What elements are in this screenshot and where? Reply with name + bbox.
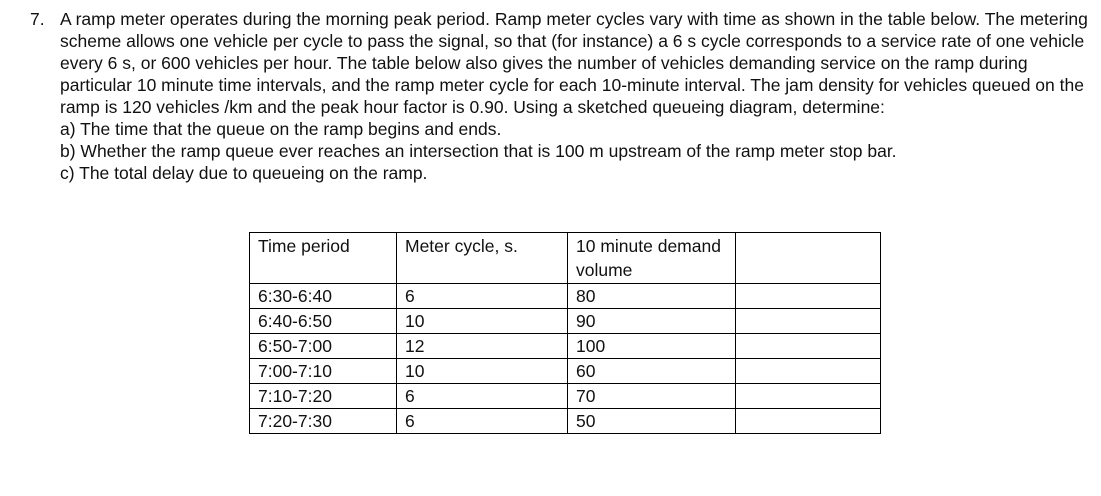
cell-meter-cycle: 12 bbox=[397, 334, 568, 359]
cell-demand-volume: 100 bbox=[568, 334, 736, 359]
table-header-row bbox=[250, 233, 881, 284]
header-demand-volume: 10 minute demand volume bbox=[568, 233, 736, 284]
cell-meter-cycle: 10 bbox=[397, 359, 568, 384]
cell-demand-volume: 80 bbox=[568, 284, 736, 309]
table-row bbox=[250, 359, 881, 384]
cell-demand-volume: 60 bbox=[568, 359, 736, 384]
header-time-period: Time period bbox=[250, 233, 397, 284]
problem-statement: A ramp meter operates during the morning peak period. Ramp meter cycles vary with time as shown in the table below. The metering scheme allows one vehicle per cycle to pass the signal, so that (for instance) a 6 s cycle corresponds to a service rate of one vehicle every 6 s, or 600 vehicles per hour. The table below also gives the number of vehicles demanding service on the ramp during particular 10 minute time intervals, and the ramp meter cycle for each 10-minute interval. The jam density for vehicles queued on the ramp is 120 vehicles /km and the peak hour factor is 0.90. Using a sketched queueing diagram, determine: bbox=[60, 9, 1088, 117]
table-row bbox=[250, 334, 881, 359]
cell-time-period: 6:50-7:00 bbox=[250, 334, 397, 359]
cell-blank bbox=[736, 384, 881, 409]
header-blank bbox=[736, 233, 881, 284]
cell-time-period: 7:10-7:20 bbox=[250, 384, 397, 409]
cell-blank bbox=[736, 309, 881, 334]
cell-time-period: 7:00-7:10 bbox=[250, 359, 397, 384]
table-row bbox=[250, 309, 881, 334]
table-row bbox=[250, 284, 881, 309]
cell-time-period: 6:40-6:50 bbox=[250, 309, 397, 334]
cell-time-period: 6:30-6:40 bbox=[250, 284, 397, 309]
problem-parts bbox=[60, 118, 1095, 184]
table-row bbox=[250, 384, 881, 409]
cell-demand-volume: 70 bbox=[568, 384, 736, 409]
cell-meter-cycle: 6 bbox=[397, 284, 568, 309]
cell-blank bbox=[736, 359, 881, 384]
part-a: a) The time that the queue on the ramp begins and ends. bbox=[60, 119, 502, 139]
part-c: c) The total delay due to queueing on the ramp. bbox=[60, 163, 428, 183]
ramp-demand-table bbox=[249, 232, 881, 434]
header-meter-cycle: Meter cycle, s. bbox=[397, 233, 568, 284]
cell-demand-volume: 90 bbox=[568, 309, 736, 334]
problem-number: 7. bbox=[30, 9, 45, 29]
problem-7 bbox=[30, 8, 1095, 184]
cell-time-period: 7:20-7:30 bbox=[250, 409, 397, 434]
problem-header bbox=[30, 8, 1095, 118]
cell-meter-cycle: 6 bbox=[397, 409, 568, 434]
cell-blank bbox=[736, 284, 881, 309]
cell-blank bbox=[736, 409, 881, 434]
table-row bbox=[250, 409, 881, 434]
cell-meter-cycle: 6 bbox=[397, 384, 568, 409]
cell-meter-cycle: 10 bbox=[397, 309, 568, 334]
part-b: b) Whether the ramp queue ever reaches an intersection that is 100 m upstream of the ramp meter stop bar. bbox=[60, 141, 897, 161]
cell-blank bbox=[736, 334, 881, 359]
cell-demand-volume: 50 bbox=[568, 409, 736, 434]
